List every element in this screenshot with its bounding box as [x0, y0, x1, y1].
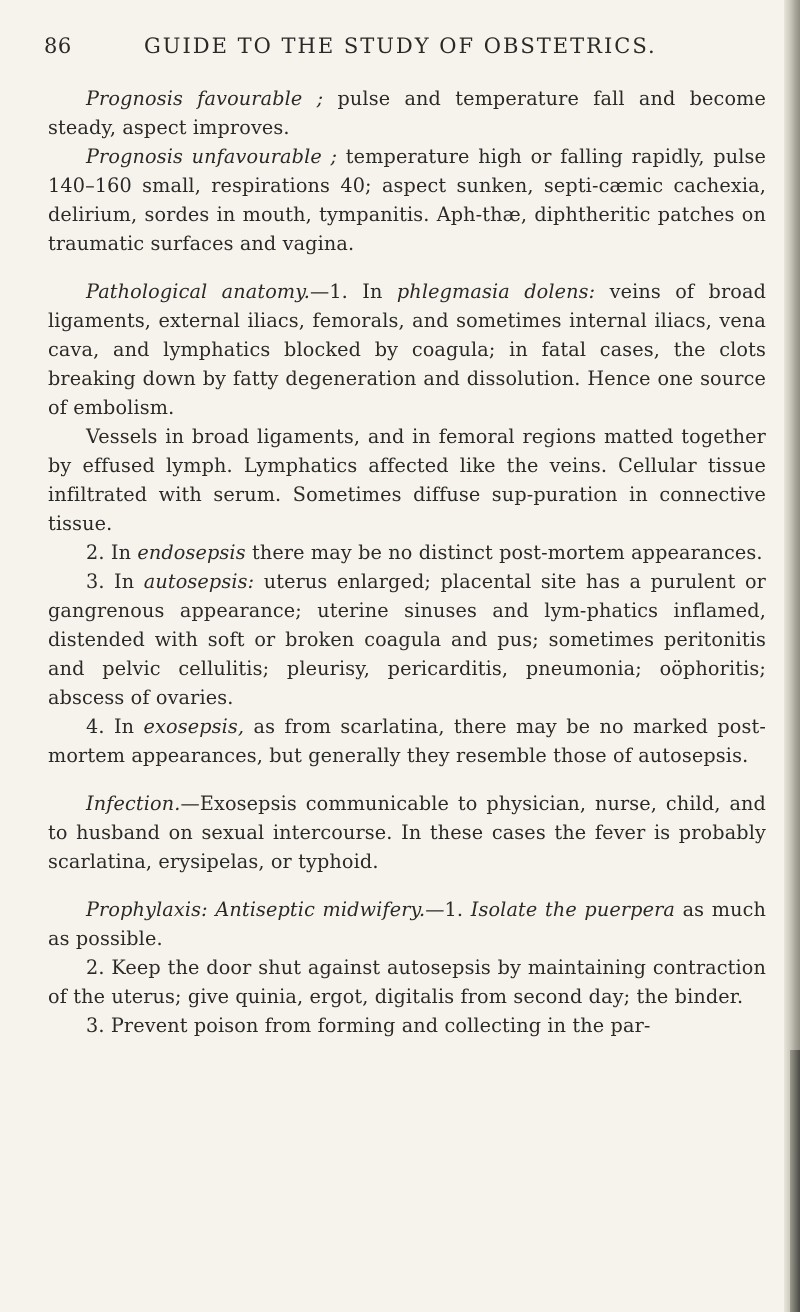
- paragraph-door-shut: [48, 953, 766, 1011]
- paragraph-text: —Exosepsis communicable to physician, nurse, child, and to husband on sexual intercourse. In these cases the fever is probably scarlatina, erysipelas, or typhoid.: [48, 792, 766, 873]
- paragraph-text-cont: as from scarlatina, there may be no marked post-mortem appearances, but generally they resemble those of autosepsis.: [48, 715, 766, 767]
- paragraph-lead: Prognosis favourable ;: [86, 87, 324, 110]
- paragraph-endosepsis: [48, 538, 766, 567]
- page-edge-dark: [790, 1050, 800, 1312]
- paragraph-autosepsis: [48, 567, 766, 712]
- paragraph-prognosis-favourable: [48, 84, 766, 142]
- paragraph-text-cont: uterus enlarged; placental site has a purulent or gangrenous appearance; uterine sinuses and lym-phatics inflamed, distended with soft or broken coagula and pus; sometimes peritonitis and pelvic cellulitis; pleurisy, pericarditis, pneumonia; oöphoritis; abscess of ovaries.: [48, 570, 766, 709]
- paragraph-text: 3. In: [86, 570, 144, 593]
- paragraph-prognosis-unfavourable: [48, 142, 766, 258]
- paragraph-text: 4. In: [86, 715, 144, 738]
- paragraph-lead: Prognosis unfavourable ;: [86, 145, 338, 168]
- page-body: [48, 84, 766, 1040]
- paragraph-text-cont: veins of broad ligaments, external iliacs, femorals, and sometimes internal iliacs, vena cava, and lymphatics blocked by coagula; in fatal cases, the clots breaking down by fatty degeneration and dissolution. Hence one source of embolism.: [48, 280, 767, 419]
- paragraph-prevent-poison: [48, 1011, 766, 1040]
- paragraph-text-cont: there may be no distinct post-mortem appearances.: [245, 541, 763, 564]
- paragraph-lead: Pathological anatomy.: [86, 280, 310, 303]
- paragraph-text-cont: as much as possible.: [48, 898, 766, 950]
- page-header: [44, 24, 754, 64]
- paragraph-text: —1.: [425, 898, 471, 921]
- paragraph-vessels: [48, 422, 766, 538]
- paragraph-prophylaxis: [48, 895, 766, 953]
- paragraph-pathological-anatomy: [48, 277, 766, 422]
- paragraph-infection: [48, 789, 766, 876]
- paragraph-text: pulse and temperature fall and become steady, aspect improves.: [48, 87, 766, 139]
- page-number: 86: [44, 34, 72, 58]
- paragraph-lead: Infection.: [86, 792, 181, 815]
- paragraph-text: —1. In: [309, 280, 397, 303]
- paragraph-italic-term: exosepsis,: [143, 715, 245, 738]
- paragraph-text: 2. Keep the door shut against autosepsis by maintaining contraction of the uterus; give quinia, ergot, digitalis from second day; the binder.: [48, 956, 766, 1008]
- paragraph-text: temperature high or falling rapidly, pulse 140–160 small, respirations 40; aspect sunken, septi-cæmic cachexia, delirium, sordes in mouth, tympanitis. Aph-thæ, diphtheritic patches on traumatic surfaces and vagina.: [48, 145, 767, 255]
- paragraph-italic-term: autosepsis:: [143, 570, 255, 593]
- paragraph-lead: Prophylaxis: Antiseptic midwifery.: [86, 898, 426, 921]
- paragraph-italic-term: phlegmasia dolens:: [396, 280, 596, 303]
- running-head: GUIDE TO THE STUDY OF OBSTETRICS.: [144, 34, 657, 58]
- paragraph-italic-term: endosepsis: [137, 541, 246, 564]
- paragraph-exosepsis: [48, 712, 766, 770]
- paragraph-text: 3. Prevent poison from forming and collecting in the par-: [86, 1014, 651, 1037]
- paragraph-italic-term: Isolate the puerpera: [470, 898, 676, 921]
- paragraph-text: Vessels in broad ligaments, and in femoral regions matted together by effused lymph. Lymphatics affected like the veins. Cellular tissue infiltrated with serum. Sometimes diffuse sup-puration in connective tissue.: [48, 425, 766, 535]
- paragraph-text: 2. In: [86, 541, 138, 564]
